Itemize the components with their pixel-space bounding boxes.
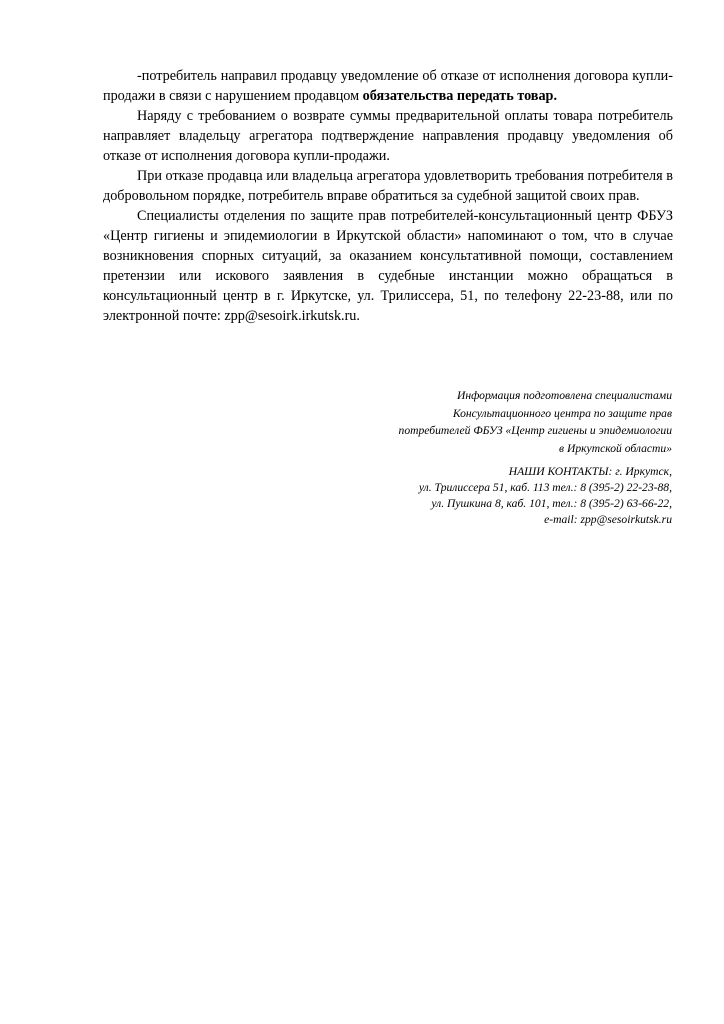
document-body [103, 66, 673, 326]
signature-line: Информация подготовлена специалистами [456, 389, 672, 402]
contacts-block [292, 464, 672, 528]
paragraph-text: -потребитель направил продавцу уведомление об отказе от исполнения договора купли-продажи в связи с нарушением продавцом [103, 68, 673, 104]
paragraph-prepayment-refund [103, 106, 673, 166]
paragraph-bold-text: обязательства передать товар. [362, 88, 557, 104]
signature-line: Консультационного центра по защите прав [452, 406, 672, 420]
contacts-address-pushkina: ул. Пушкина 8, каб. 101, тел.: 8 (395-2) 63-66-22, [431, 497, 672, 510]
paragraph-text: Специалисты отделения по защите прав потребителей-консультационный центр ФБУЗ «Центр гигиены и эпидемиологии в Иркутской области» напоминают о том, что в случае возникновения спорных ситуаций, за оказанием консультативной помощи, составлением претензии или искового заявления в судебные инстанции можно обращаться в консультационный центр в г. Иркутске, ул. Трилиссера, 51, по телефону 22-23-88, или по электронной почте: zpp@sesoirk.irkutsk.ru. [103, 208, 673, 324]
contacts-email: e-mail: zpp@sesoirkutsk.ru [544, 513, 672, 526]
paragraph-text: При отказе продавца или владельца агрегатора удовлетворить требования потребителя в добровольном порядке, потребитель вправе обратиться за судебной защитой своих прав. [103, 168, 673, 204]
signature-line: потребителей ФБУЗ «Центр гигиены и эпидемиологии [398, 424, 672, 438]
signature-line: в Иркутской области» [559, 441, 672, 455]
paragraph-text: Наряду с требованием о возврате суммы предварительной оплаты товара потребитель направляет владельцу агрегатора подтверждение направления продавцу уведомления об отказе от исполнения договора купли-продажи. [103, 108, 673, 164]
signature-block [292, 387, 672, 457]
contacts-heading: НАШИ КОНТАКТЫ: г. Иркутск, [508, 465, 672, 478]
paragraph-consultation-center [103, 206, 673, 326]
contacts-address-trilissera: ул. Трилиссера 51, каб. 113 тел.: 8 (395-2) 22-23-88, [418, 481, 672, 494]
paragraph-refusal-notice [103, 66, 673, 106]
paragraph-court-protection [103, 166, 673, 206]
